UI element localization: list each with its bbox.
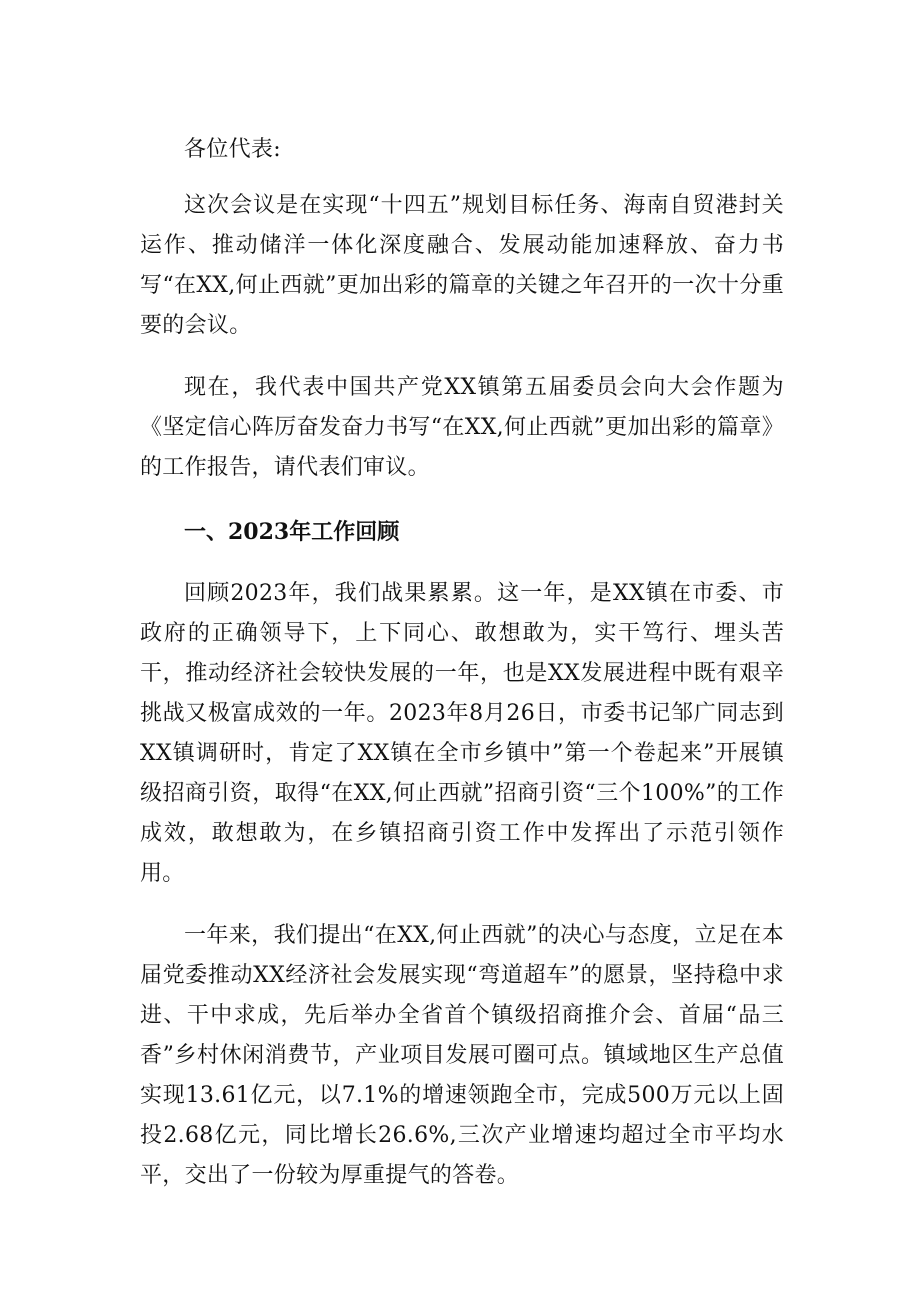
salutation-paragraph: 各位代表:: [184, 137, 281, 162]
intro-paragraph: 这次会议是在实现“十四五”规划目标任务、海南自贸港封关运作、推动储洋一体化深度融合、发展动能加速释放、奋力书写“在XX,何止西就”更加出彩的篇章的关键之年召开的一次十分重要的会议。: [140, 193, 784, 338]
report-paragraph: 现在，我代表中国共产党XX镇第五届委员会向大会作题为《坚定信心阵厉奋发奋力书写“在XX,何止西就”更加出彩的篇章》的工作报告，请代表们审议。: [140, 375, 784, 480]
section-heading: 一、2023年工作回顾: [184, 519, 400, 545]
review-paragraph: 回顾2023年，我们战果累累。这一年，是XX镇在市委、市政府的正确领导下，上下同心、敢想敢为，实干笃行、埋头苦干，推动经济社会较快发展的一年，也是XX发展进程中既有艰辛挑战又极富成效的一年。2023年8月26日，市委书记邹广同志到XX镇调研时，肯定了XX镇在全市乡镇中”第一个卷起来”开展镇级招商引资，取得“在XX,何止西就”招商引资“三个100%”的工作成效，敢想敢为，在乡镇招商引资工作中发挥出了示范引领作用。: [140, 581, 784, 886]
achievements-paragraph: 一年来，我们提出“在XX,何止西就”的决心与态度，立足在本届党委推动XX经济社会发展实现“弯道超车”的愿景，坚持稳中求进、干中求成，先后举办全省首个镇级招商推介会、首届“品三香”乡村休闲消费节，产业项目发展可圈可点。镇域地区生产总值实现13.61亿元，以7.1%的增速领跑全市，完成500万元以上固投2.68亿元，同比增长26.6%,三次产业增速均超过全市平均水平，交出了一份较为厚重提气的答卷。: [140, 923, 784, 1188]
